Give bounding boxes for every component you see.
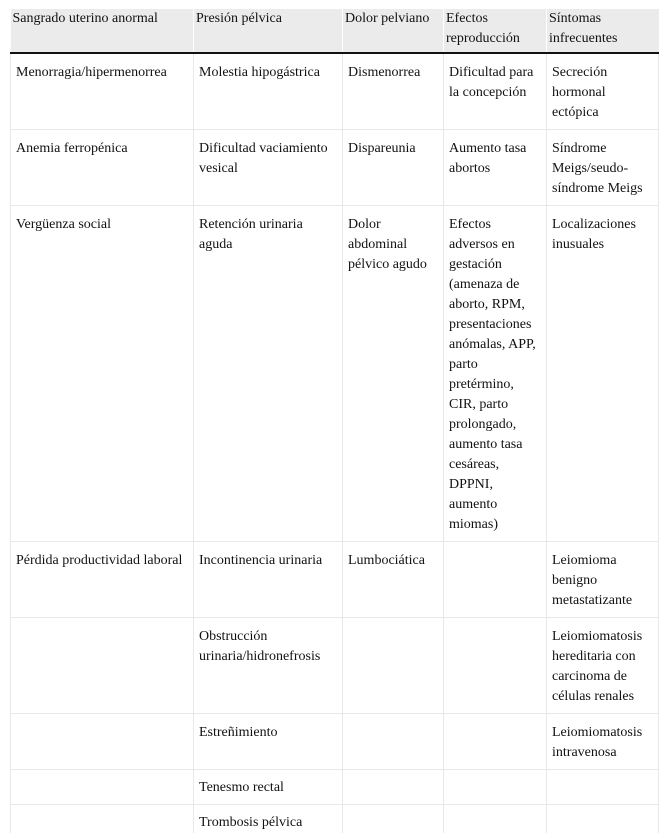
table-cell: Dificultad para la concepción (444, 53, 547, 130)
table-cell (444, 618, 547, 714)
table-cell (343, 714, 444, 770)
table-row (11, 618, 659, 714)
table-row (11, 714, 659, 770)
header-efectos: Efectos reproducción (444, 9, 547, 53)
table-cell: Secreción hormonal ectópica (547, 53, 659, 130)
table-cell: Leiomiomatosis hereditaria con carcinoma de células renales (547, 618, 659, 714)
table-cell (11, 714, 194, 770)
table-header (11, 9, 659, 53)
table-cell: Estreñimiento (194, 714, 343, 770)
table-cell: Lumbociática (343, 542, 444, 618)
table-cell: Dolor abdominal pélvico agudo (343, 206, 444, 542)
table-row (11, 805, 659, 833)
header-dolor: Dolor pelviano (343, 9, 444, 53)
table-cell (444, 805, 547, 833)
table-cell: Dificultad vaciamiento vesical (194, 130, 343, 206)
table-cell: Localizaciones inusuales (547, 206, 659, 542)
table-cell: Aumento tasa abortos (444, 130, 547, 206)
table-cell: Tenesmo rectal (194, 770, 343, 805)
table-row (11, 542, 659, 618)
table-cell: Vergüenza social (11, 206, 194, 542)
table-cell (11, 770, 194, 805)
table-cell: Síndrome Meigs/seudo-síndrome Meigs (547, 130, 659, 206)
table-row (11, 53, 659, 130)
table-cell: Molestia hipogástrica (194, 53, 343, 130)
table-cell: Dismenorrea (343, 53, 444, 130)
table-cell (444, 714, 547, 770)
table-cell: Trombosis pélvica (194, 805, 343, 833)
table-cell: Pérdida productividad laboral (11, 542, 194, 618)
table-row (11, 770, 659, 805)
table-cell (343, 770, 444, 805)
symptoms-table (10, 9, 659, 833)
table-cell: Efectos adversos en gestación (amenaza de aborto, RPM, presentaciones anómalas, APP, parto pretérmino, CIR, parto prolongado, aumento tasa cesáreas, DPPNI, aumento miomas) (444, 206, 547, 542)
table-cell (11, 618, 194, 714)
table-cell: Obstrucción urinaria/hidronefrosis (194, 618, 343, 714)
table-cell: Leiomiomatosis intravenosa (547, 714, 659, 770)
table-cell: Leiomioma benigno metastatizante (547, 542, 659, 618)
table-cell: Menorragia/hipermenorrea (11, 53, 194, 130)
table-row (11, 130, 659, 206)
table-cell (11, 805, 194, 833)
table-cell (547, 770, 659, 805)
header-row (11, 9, 659, 53)
table-body (11, 53, 659, 833)
table-cell: Dispareunia (343, 130, 444, 206)
table-cell (444, 542, 547, 618)
table-cell: Retención urinaria aguda (194, 206, 343, 542)
table-cell: Anemia ferropénica (11, 130, 194, 206)
table-cell (343, 618, 444, 714)
table-row (11, 206, 659, 542)
table-cell (547, 805, 659, 833)
header-sangrado: Sangrado uterino anormal (11, 9, 194, 53)
table-cell (444, 770, 547, 805)
header-sintomas: Síntomas infrecuentes (547, 9, 659, 53)
table-cell: Incontinencia urinaria (194, 542, 343, 618)
header-presion: Presión pélvica (194, 9, 343, 53)
table-cell (343, 805, 444, 833)
